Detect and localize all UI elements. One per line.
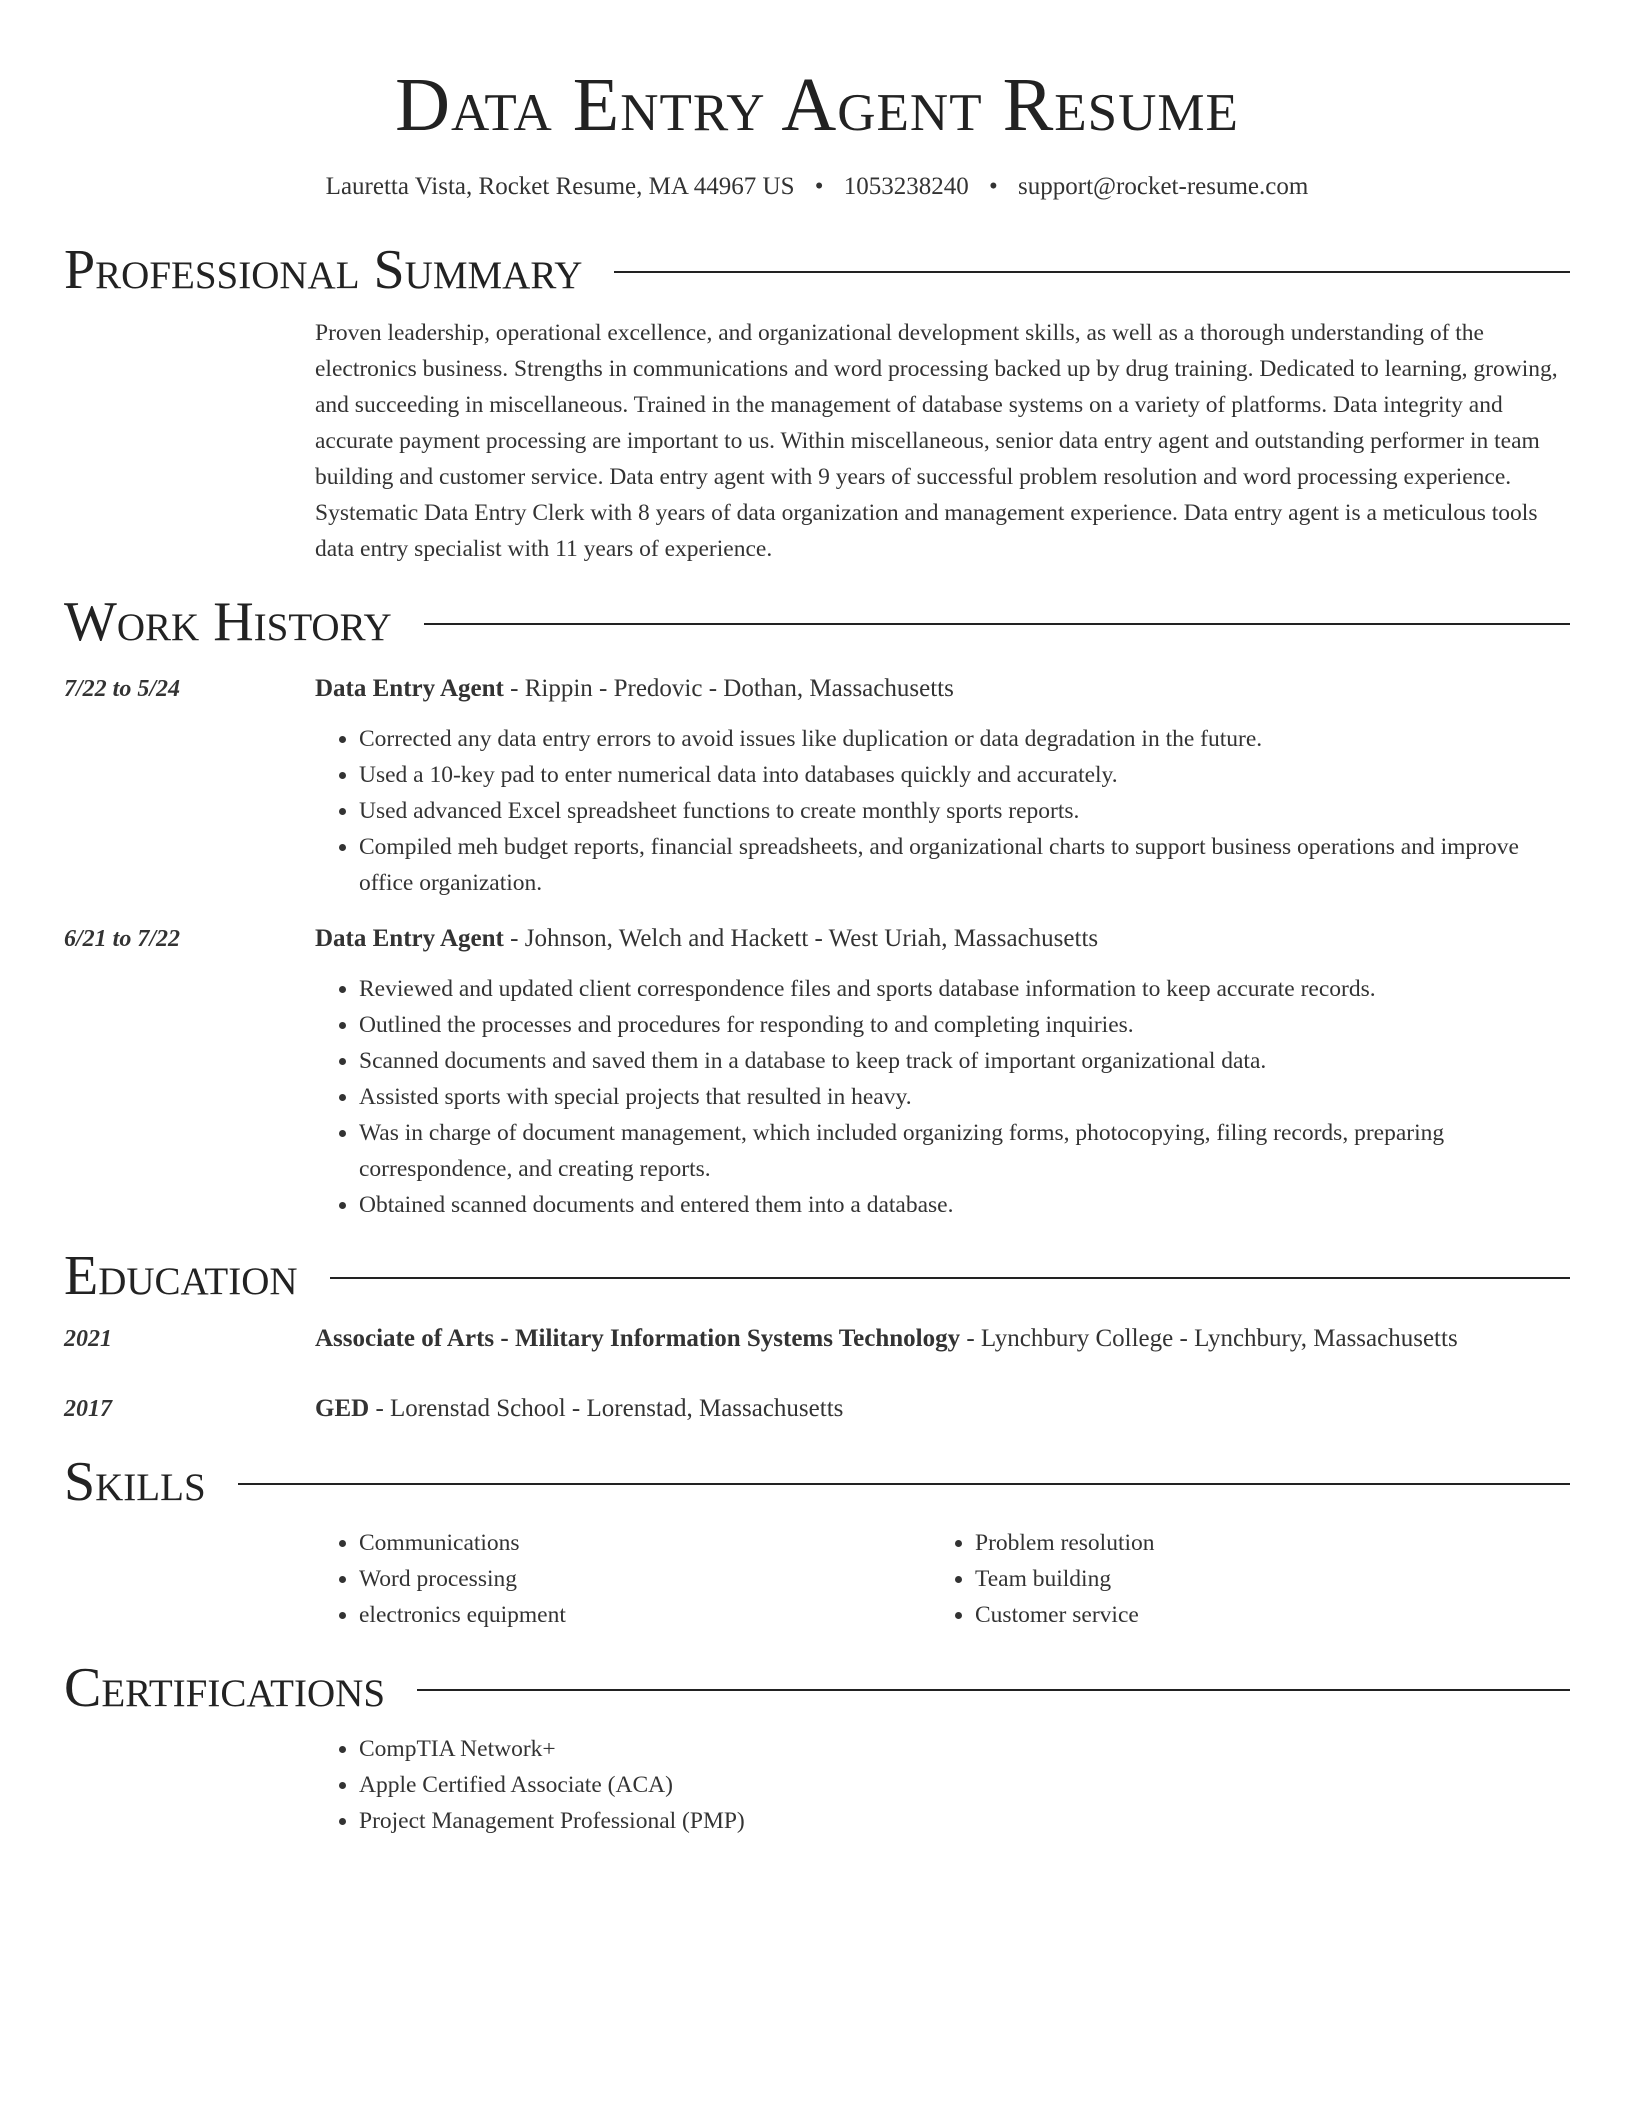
job-entry xyxy=(64,921,1570,1223)
section-divider xyxy=(330,1277,1570,1279)
contact-separator: • xyxy=(814,173,824,200)
education-content xyxy=(315,1321,1570,1357)
certification-item: • CompTIA Network+ xyxy=(359,1731,1570,1767)
skills-list-left xyxy=(315,1525,931,1633)
list-item: • Compiled meh budget reports, financial spreadsheets, and organizational charts to support business operations and improve office organization. xyxy=(359,829,1570,901)
certification-item: • Project Management Professional (PMP) xyxy=(359,1803,1570,1839)
certification-item: • Apple Certified Associate (ACA) xyxy=(359,1767,1570,1803)
list-item: • Was in charge of document management, which included organizing forms, photocopying, filing records, preparing correspondence, and creating reports. xyxy=(359,1115,1570,1187)
list-item: • Assisted sports with special projects that resulted in heavy. xyxy=(359,1079,1570,1115)
job-title: Data Entry Agent xyxy=(315,675,504,702)
job-dates: 6/21 to 7/22 xyxy=(64,926,181,952)
section-divider xyxy=(614,271,1570,273)
job-details: - Johnson, Welch and Hackett - West Uriah, Massachusetts xyxy=(503,925,1099,952)
skills-list-right xyxy=(931,1525,1547,1633)
work-heading: Work History xyxy=(64,591,392,653)
certifications-list xyxy=(315,1731,1570,1839)
education-entry xyxy=(64,1321,1570,1357)
contact-email: support@rocket-resume.com xyxy=(1018,173,1309,200)
education-details: - Lorenstad School - Lorenstad, Massachusetts xyxy=(369,1395,844,1422)
skill-item: • Word processing xyxy=(359,1561,931,1597)
education-heading: Education xyxy=(64,1245,298,1307)
list-item: • Corrected any data entry errors to avoid issues like duplication or data degradation in the future. xyxy=(359,721,1570,757)
list-item: • Used advanced Excel spreadsheet functions to create monthly sports reports. xyxy=(359,793,1570,829)
job-entry xyxy=(64,671,1570,901)
education-content xyxy=(315,1391,1570,1427)
education-degree: GED xyxy=(315,1395,370,1422)
skill-item: • electronics equipment xyxy=(359,1597,931,1633)
skill-item: • Problem resolution xyxy=(975,1525,1547,1561)
certifications-heading: Certifications xyxy=(64,1657,386,1719)
list-item: • Used a 10-key pad to enter numerical data into databases quickly and accurately. xyxy=(359,757,1570,793)
section-divider xyxy=(238,1483,1570,1485)
job-bullets xyxy=(315,971,1570,1223)
resume-title: Data Entry Agent Resume xyxy=(395,63,1239,147)
contact-line xyxy=(64,171,1570,203)
job-dates: 7/22 to 5/24 xyxy=(64,676,181,702)
job-headline xyxy=(315,671,1570,707)
education-year: 2017 xyxy=(64,1396,112,1422)
education-degree: Associate of Arts - Military Information Systems Technology xyxy=(315,1325,961,1352)
contact-phone: 1053238240 xyxy=(843,173,969,200)
job-bullets xyxy=(315,721,1570,901)
education-headline xyxy=(315,1391,1570,1427)
education-headline xyxy=(315,1321,1570,1357)
summary-section-heading xyxy=(64,239,1570,301)
job-content xyxy=(315,671,1570,901)
contact-separator: • xyxy=(989,173,998,200)
job-details: - Rippin - Predovic - Dothan, Massachusetts xyxy=(503,675,954,702)
education-section-heading xyxy=(64,1245,1570,1307)
skills-heading: Skills xyxy=(64,1451,206,1513)
job-title: Data Entry Agent xyxy=(315,925,504,952)
section-divider xyxy=(424,623,1570,625)
education-details: - Lynchbury College - Lynchbury, Massachusetts xyxy=(960,1325,1458,1352)
summary-heading: Professional Summary xyxy=(64,239,583,301)
skill-item: • Customer service xyxy=(975,1597,1547,1633)
certifications-list-container xyxy=(315,1731,1570,1839)
skills-section-heading xyxy=(64,1451,1570,1513)
job-content xyxy=(315,921,1570,1223)
education-entry xyxy=(64,1391,1570,1427)
certifications-section-heading xyxy=(64,1657,1570,1719)
list-item: • Outlined the processes and procedures for responding to and completing inquiries. xyxy=(359,1007,1570,1043)
job-headline xyxy=(315,921,1570,957)
list-item: • Scanned documents and saved them in a database to keep track of important organizational data. xyxy=(359,1043,1570,1079)
list-item: • Obtained scanned documents and entered them into a database. xyxy=(359,1187,1570,1223)
education-year: 2021 xyxy=(64,1326,112,1352)
summary-text: Proven leadership, operational excellence, and organizational development skills, as well as a thorough understanding of the electronics business. Strengths in communications and word processing backed up by drug training. Dedicated to learning, growing, and succeeding in miscellaneous. Trained in the management of database systems on a variety of platforms. Data integrity and accurate payment processing are important to us. Within miscellaneous, senior data entry agent and outstanding performer in team building and customer service. Data entry agent with 9 years of successful problem resolution and word processing experience. Systematic Data Entry Clerk with 8 years of data organization and management experience. Data entry agent is a meticulous tools data entry specialist with 11 years of experience. xyxy=(315,320,1558,562)
contact-address: Lauretta Vista, Rocket Resume, MA 44967 US xyxy=(325,173,795,200)
skills-grid xyxy=(315,1525,1570,1633)
section-divider xyxy=(417,1689,1570,1691)
list-item: • Reviewed and updated client correspondence files and sports database information to keep accurate records. xyxy=(359,971,1570,1007)
work-section-heading xyxy=(64,591,1570,653)
skill-item: • Team building xyxy=(975,1561,1547,1597)
skill-item: • Communications xyxy=(359,1525,931,1561)
